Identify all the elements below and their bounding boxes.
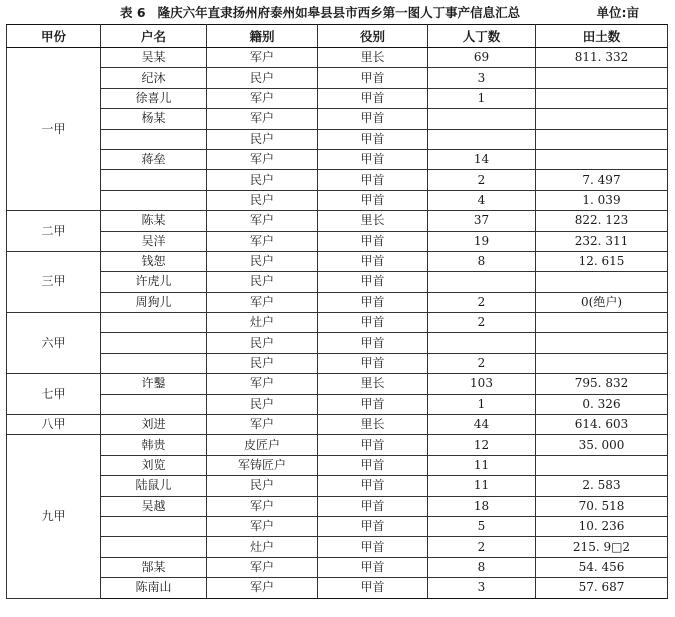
registry-cell: 军铸匠户 xyxy=(207,455,318,475)
household-name-cell: 陈南山 xyxy=(101,578,207,598)
household-name-cell: 纪沐 xyxy=(101,68,207,88)
household-name-cell: 周狗儿 xyxy=(101,292,207,312)
adult-count-cell: 11 xyxy=(428,476,536,496)
service-cell: 甲首 xyxy=(318,496,428,516)
service-cell: 甲首 xyxy=(318,149,428,169)
table-row xyxy=(7,48,668,68)
adult-count-cell: 18 xyxy=(428,496,536,516)
land-cell: 1. 039 xyxy=(536,190,668,210)
service-cell: 甲首 xyxy=(318,455,428,475)
land-cell xyxy=(536,109,668,129)
registry-cell: 民户 xyxy=(207,353,318,373)
table-row xyxy=(7,455,668,475)
table-body xyxy=(7,48,668,599)
adult-count-cell: 11 xyxy=(428,455,536,475)
registry-cell: 民户 xyxy=(207,272,318,292)
adult-count-cell: 44 xyxy=(428,415,536,435)
household-table xyxy=(6,24,668,599)
service-cell: 甲首 xyxy=(318,170,428,190)
table-number: 表 6 xyxy=(120,5,146,20)
adult-count-cell: 2 xyxy=(428,170,536,190)
service-cell: 甲首 xyxy=(318,353,428,373)
table-row xyxy=(7,292,668,312)
service-cell: 甲首 xyxy=(318,109,428,129)
table-row xyxy=(7,88,668,108)
table-row xyxy=(7,415,668,435)
registry-cell: 民户 xyxy=(207,129,318,149)
table-title-text: 隆庆六年直隶扬州府泰州如皋县县市西乡第一图人丁事产信息汇总 xyxy=(157,5,521,20)
table-row xyxy=(7,374,668,394)
adult-count-cell: 1 xyxy=(428,394,536,414)
service-cell: 甲首 xyxy=(318,292,428,312)
household-name-cell: 许虎儿 xyxy=(101,272,207,292)
service-cell: 甲首 xyxy=(318,231,428,251)
service-cell: 甲首 xyxy=(318,129,428,149)
table-row xyxy=(7,557,668,577)
adult-count-cell: 3 xyxy=(428,68,536,88)
table-row xyxy=(7,170,668,190)
jia-cell: 二甲 xyxy=(7,211,101,252)
registry-cell: 军户 xyxy=(207,374,318,394)
land-cell: 2. 583 xyxy=(536,476,668,496)
service-cell: 甲首 xyxy=(318,435,428,455)
registry-cell: 军户 xyxy=(207,88,318,108)
registry-cell: 皮匠户 xyxy=(207,435,318,455)
land-cell: 215. 9□2 xyxy=(536,537,668,557)
land-cell xyxy=(536,313,668,333)
service-cell: 甲首 xyxy=(318,88,428,108)
header-rending: 人丁数 xyxy=(428,25,536,48)
household-name-cell xyxy=(101,313,207,333)
registry-cell: 军户 xyxy=(207,231,318,251)
adult-count-cell: 19 xyxy=(428,231,536,251)
service-cell: 甲首 xyxy=(318,557,428,577)
land-cell: 795. 832 xyxy=(536,374,668,394)
adult-count-cell: 8 xyxy=(428,251,536,271)
jia-cell: 九甲 xyxy=(7,435,101,598)
adult-count-cell: 8 xyxy=(428,557,536,577)
header-huming: 户名 xyxy=(101,25,207,48)
adult-count-cell: 37 xyxy=(428,211,536,231)
table-row xyxy=(7,129,668,149)
adult-count-cell: 3 xyxy=(428,578,536,598)
household-name-cell: 陆鼠儿 xyxy=(101,476,207,496)
land-cell: 614. 603 xyxy=(536,415,668,435)
registry-cell: 民户 xyxy=(207,394,318,414)
household-name-cell xyxy=(101,537,207,557)
household-name-cell: 徐喜儿 xyxy=(101,88,207,108)
land-cell: 57. 687 xyxy=(536,578,668,598)
land-cell: 232. 311 xyxy=(536,231,668,251)
service-cell: 里长 xyxy=(318,211,428,231)
registry-cell: 军户 xyxy=(207,516,318,536)
adult-count-cell: 4 xyxy=(428,190,536,210)
table-row xyxy=(7,190,668,210)
land-cell: 822. 123 xyxy=(536,211,668,231)
household-name-cell xyxy=(101,170,207,190)
service-cell: 甲首 xyxy=(318,251,428,271)
adult-count-cell: 2 xyxy=(428,537,536,557)
jia-cell: 七甲 xyxy=(7,374,101,415)
table-row xyxy=(7,272,668,292)
service-cell: 甲首 xyxy=(318,516,428,536)
household-name-cell: 吴某 xyxy=(101,48,207,68)
household-name-cell xyxy=(101,129,207,149)
land-cell: 54. 456 xyxy=(536,557,668,577)
table-row xyxy=(7,231,668,251)
adult-count-cell xyxy=(428,333,536,353)
land-cell xyxy=(536,68,668,88)
household-name-cell xyxy=(101,190,207,210)
table-row xyxy=(7,353,668,373)
jia-cell: 三甲 xyxy=(7,251,101,312)
household-name-cell xyxy=(101,516,207,536)
household-name-cell xyxy=(101,353,207,373)
household-name-cell xyxy=(101,394,207,414)
service-cell: 甲首 xyxy=(318,68,428,88)
table-row xyxy=(7,313,668,333)
registry-cell: 军户 xyxy=(207,578,318,598)
land-cell xyxy=(536,455,668,475)
adult-count-cell xyxy=(428,272,536,292)
adult-count-cell xyxy=(428,109,536,129)
land-cell: 0. 326 xyxy=(536,394,668,414)
registry-cell: 军户 xyxy=(207,109,318,129)
land-cell: 35. 000 xyxy=(536,435,668,455)
adult-count-cell: 103 xyxy=(428,374,536,394)
service-cell: 甲首 xyxy=(318,394,428,414)
household-name-cell xyxy=(101,333,207,353)
jia-cell: 八甲 xyxy=(7,415,101,435)
service-cell: 甲首 xyxy=(318,272,428,292)
service-cell: 甲首 xyxy=(318,190,428,210)
household-name-cell: 陈某 xyxy=(101,211,207,231)
adult-count-cell: 2 xyxy=(428,292,536,312)
service-cell: 里长 xyxy=(318,374,428,394)
land-cell: 0(绝户) xyxy=(536,292,668,312)
service-cell: 里长 xyxy=(318,415,428,435)
registry-cell: 民户 xyxy=(207,251,318,271)
registry-cell: 军户 xyxy=(207,415,318,435)
land-cell: 12. 615 xyxy=(536,251,668,271)
table-row xyxy=(7,68,668,88)
table-caption xyxy=(0,0,675,24)
land-cell xyxy=(536,129,668,149)
adult-count-cell: 12 xyxy=(428,435,536,455)
header-tiantu: 田土数 xyxy=(536,25,668,48)
table-row xyxy=(7,211,668,231)
registry-cell: 军户 xyxy=(207,211,318,231)
registry-cell: 民户 xyxy=(207,170,318,190)
header-jibie: 籍别 xyxy=(207,25,318,48)
land-cell xyxy=(536,353,668,373)
household-name-cell: 杨某 xyxy=(101,109,207,129)
service-cell: 甲首 xyxy=(318,578,428,598)
table-row xyxy=(7,578,668,598)
household-name-cell: 郜某 xyxy=(101,557,207,577)
adult-count-cell: 2 xyxy=(428,353,536,373)
table-title xyxy=(120,3,520,21)
household-name-cell: 蒋垒 xyxy=(101,149,207,169)
land-cell: 70. 518 xyxy=(536,496,668,516)
table-row xyxy=(7,435,668,455)
registry-cell: 民户 xyxy=(207,68,318,88)
registry-cell: 民户 xyxy=(207,190,318,210)
table-row xyxy=(7,394,668,414)
registry-cell: 军户 xyxy=(207,496,318,516)
header-yibie: 役别 xyxy=(318,25,428,48)
land-cell: 811. 332 xyxy=(536,48,668,68)
adult-count-cell: 5 xyxy=(428,516,536,536)
table-row xyxy=(7,496,668,516)
unit-label: 单位:亩 xyxy=(596,5,639,20)
household-name-cell: 吴洋 xyxy=(101,231,207,251)
jia-cell: 一甲 xyxy=(7,48,101,211)
household-name-cell: 韩贵 xyxy=(101,435,207,455)
household-name-cell: 刘览 xyxy=(101,455,207,475)
registry-cell: 民户 xyxy=(207,476,318,496)
land-cell xyxy=(536,333,668,353)
household-name-cell: 许鑿 xyxy=(101,374,207,394)
adult-count-cell: 1 xyxy=(428,88,536,108)
registry-cell: 灶户 xyxy=(207,313,318,333)
household-name-cell: 钱恕 xyxy=(101,251,207,271)
adult-count-cell xyxy=(428,129,536,149)
table-row xyxy=(7,109,668,129)
jia-cell: 六甲 xyxy=(7,313,101,374)
service-cell: 甲首 xyxy=(318,537,428,557)
adult-count-cell: 2 xyxy=(428,313,536,333)
header-row xyxy=(7,25,668,48)
table-row xyxy=(7,516,668,536)
service-cell: 里长 xyxy=(318,48,428,68)
adult-count-cell: 14 xyxy=(428,149,536,169)
land-cell: 10. 236 xyxy=(536,516,668,536)
table-row xyxy=(7,537,668,557)
table-row xyxy=(7,149,668,169)
registry-cell: 军户 xyxy=(207,292,318,312)
adult-count-cell: 69 xyxy=(428,48,536,68)
header-jia: 甲份 xyxy=(7,25,101,48)
registry-cell: 灶户 xyxy=(207,537,318,557)
registry-cell: 军户 xyxy=(207,48,318,68)
land-cell xyxy=(536,272,668,292)
table-row xyxy=(7,476,668,496)
land-cell xyxy=(536,88,668,108)
table-row xyxy=(7,333,668,353)
service-cell: 甲首 xyxy=(318,476,428,496)
table-row xyxy=(7,251,668,271)
registry-cell: 军户 xyxy=(207,149,318,169)
land-cell xyxy=(536,149,668,169)
service-cell: 甲首 xyxy=(318,333,428,353)
registry-cell: 军户 xyxy=(207,557,318,577)
land-cell: 7. 497 xyxy=(536,170,668,190)
registry-cell: 民户 xyxy=(207,333,318,353)
household-name-cell: 刘进 xyxy=(101,415,207,435)
service-cell: 甲首 xyxy=(318,313,428,333)
household-name-cell: 吴越 xyxy=(101,496,207,516)
